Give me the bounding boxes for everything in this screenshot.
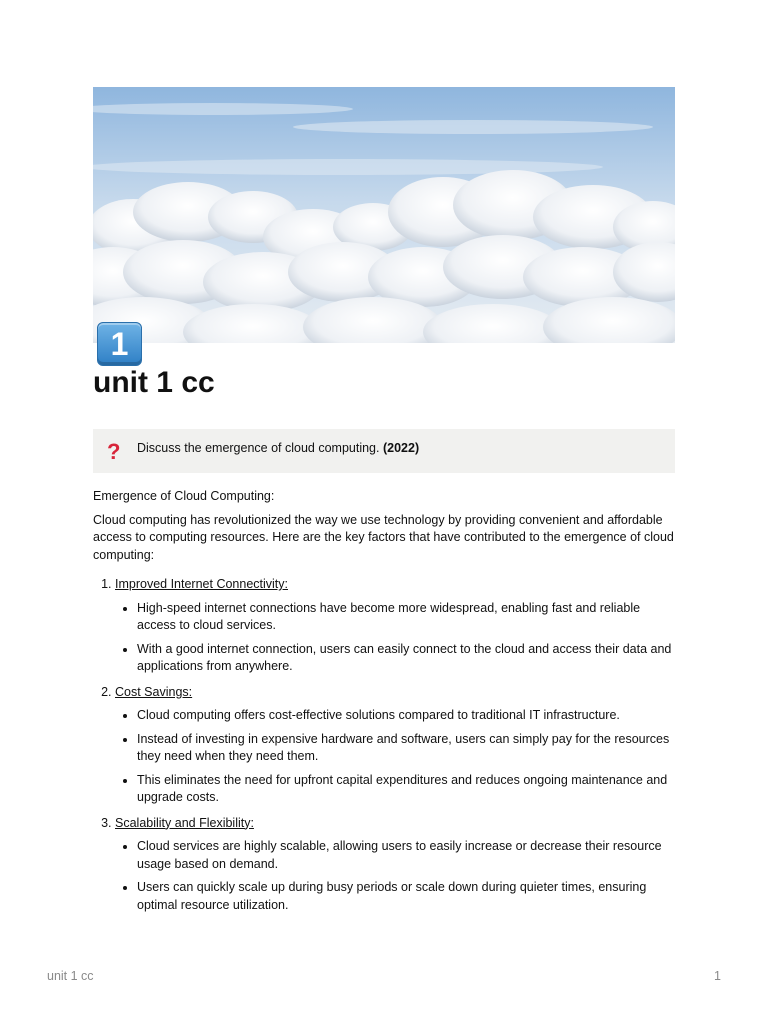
page-content — [93, 488, 675, 922]
keycap-one-icon: 1 — [97, 322, 142, 366]
intro-paragraph: Cloud computing has revolutionized the way we use technology by providing convenient and affordable access to computing resources. Here are the key factors that have contributed to the emergence of cloud computing: — [93, 512, 674, 562]
bullet-list — [115, 600, 675, 676]
question-mark-icon: ? — [107, 439, 121, 464]
bullet-item: • High-speed internet connections have become more widespread, enabling fast and reliable access to cloud services. — [137, 600, 675, 635]
footer-page-number: 1 — [714, 969, 721, 983]
list-item — [115, 815, 675, 915]
bullet-item: • Cloud computing offers cost-effective solutions compared to traditional IT infrastructure. — [137, 707, 675, 725]
bullet-list — [115, 707, 675, 807]
bullet-item: • With a good internet connection, users can easily connect to the cloud and access their data and applications from anywhere. — [137, 641, 675, 676]
cover-image — [93, 87, 675, 343]
page-title: unit 1 cc — [93, 366, 215, 399]
list-item — [115, 576, 675, 676]
list-item — [115, 684, 675, 807]
section-heading: Scalability and Flexibility: — [115, 815, 254, 830]
bullet-item: • This eliminates the need for upfront capital expenditures and reduces ongoing maintenance and upgrade costs. — [137, 772, 675, 807]
callout-year: (2022) — [382, 441, 420, 455]
factors-list — [93, 576, 675, 914]
bullet-item: • Users can quickly scale up during busy periods or scale down during quieter times, ensuring optimal resource utilization. — [137, 879, 675, 914]
callout-question: Discuss the emergence of cloud computing. — [137, 441, 383, 455]
bullet-list — [115, 838, 675, 914]
callout-text — [137, 441, 419, 455]
cloud-cover-illustration — [93, 87, 675, 343]
footer-title: unit 1 cc — [47, 969, 94, 983]
section-heading: Cost Savings: — [115, 684, 193, 699]
intro-heading: Emergence of Cloud Computing: — [93, 489, 275, 503]
question-callout — [93, 429, 675, 473]
section-heading: Improved Internet Connectivity: — [115, 577, 288, 591]
bullet-item: • Instead of investing in expensive hardware and software, users can simply pay for the resources they need when they need them. — [137, 731, 675, 766]
bullet-item: • Cloud services are highly scalable, allowing users to easily increase or decrease their resource usage based on demand. — [137, 838, 675, 873]
